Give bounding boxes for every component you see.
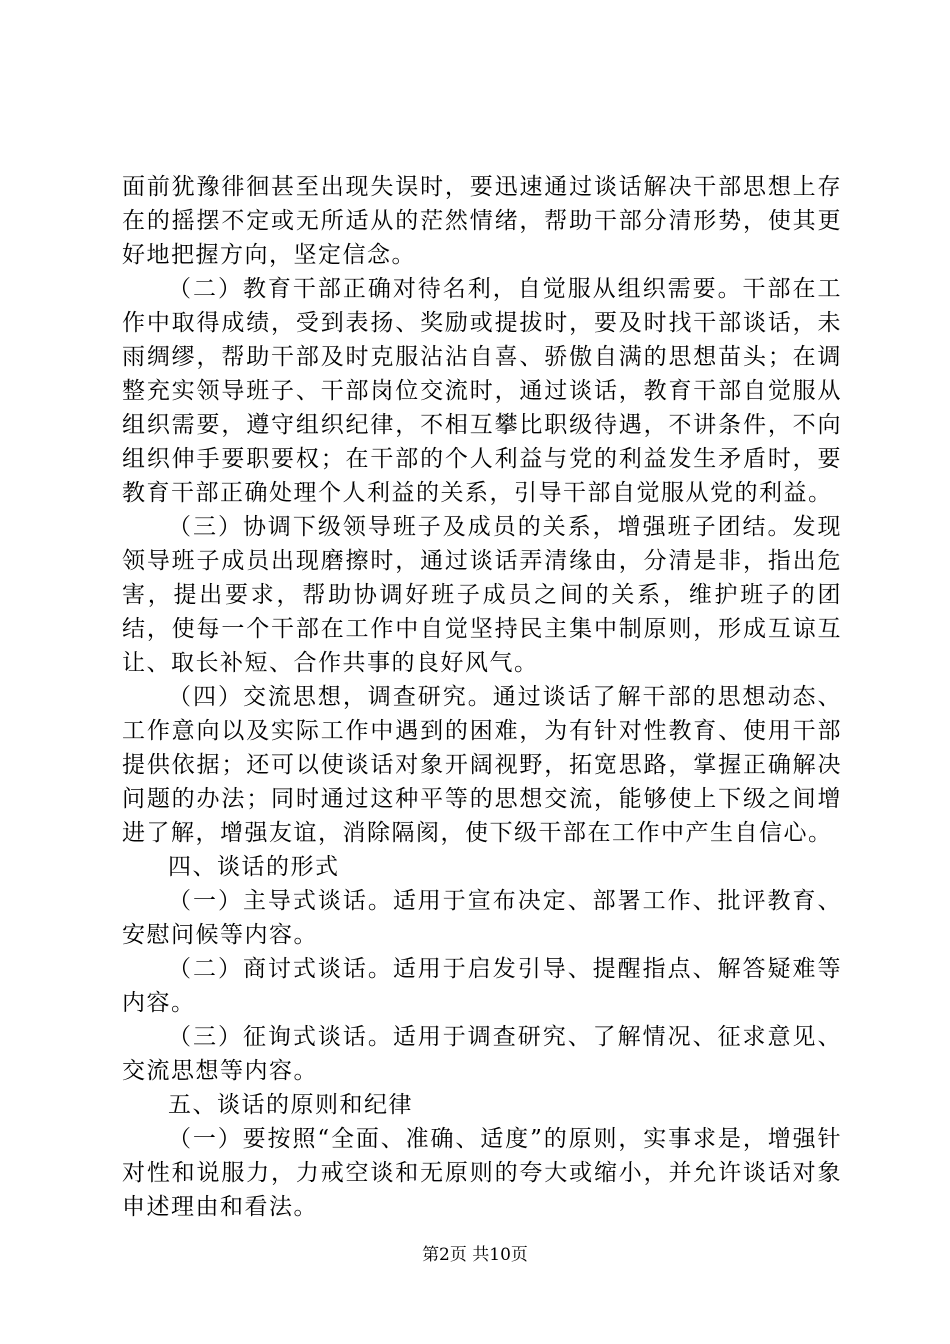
section-heading-principles: 五、谈话的原则和纪律 (168, 1092, 413, 1118)
paragraph-form-2: （二）商讨式谈话。适用于启发引导、提醒指点、解答疑难等内容。 (122, 956, 842, 1016)
page-number-footer: 第2页 共10页 (422, 1245, 528, 1265)
section-heading-forms: 四、谈话的形式 (168, 854, 340, 880)
paragraph-item-4: （四）交流思想，调查研究。通过谈话了解干部的思想动态、工作意向以及实际工作中遇到的困难，为有针对性教育、使用干部提供依据；还可以使谈话对象开阔视野，拓宽思路，掌握正确解决问题的办法；同时通过这种平等的思想交流，能够使上下级之间增进了解，增强友谊，消除隔阂，使下级干部在工作中产生自信心。 (122, 684, 842, 846)
paragraph-continuation: 面前犹豫徘徊甚至出现失误时，要迅速通过谈话解决干部思想上存在的摇摆不定或无所适从的茫然情绪，帮助干部分清形势，使其更好地把握方向，坚定信念。 (122, 174, 842, 268)
paragraph-item-2: （二）教育干部正确对待名利，自觉服从组织需要。干部在工作中取得成绩，受到表扬、奖励或提拔时，要及时找干部谈话，未雨绸缪，帮助干部及时克服沾沾自喜、骄傲自满的思想苗头；在调整充实领导班子、干部岗位交流时，通过谈话，教育干部自觉服从组织需要，遵守组织纪律，不相互攀比职级待遇，不讲条件，不向组织伸手要职要权；在干部的个人利益与党的利益发生矛盾时，要教育干部正确处理个人利益的关系，引导干部自觉服从党的利益。 (122, 276, 842, 506)
paragraph-principle-1: （一）要按照“全面、准确、适度”的原则，实事求是，增强针对性和说服力，力戒空谈和无原则的夸大或缩小，并允许谈话对象申述理由和看法。 (122, 1126, 842, 1220)
paragraph-item-3: （三）协调下级领导班子及成员的关系，增强班子团结。发现领导班子成员出现磨擦时，通过谈话弄清缘由，分清是非，指出危害，提出要求，帮助协调好班子成员之间的关系，维护班子的团结，使每一个干部在工作中自觉坚持民主集中制原则，形成互谅互让、取长补短、合作共事的良好风气。 (122, 514, 842, 676)
paragraph-form-3: （三）征询式谈话。适用于调查研究、了解情况、征求意见、交流思想等内容。 (122, 1024, 842, 1084)
paragraph-form-1: （一）主导式谈话。适用于宣布决定、部署工作、批评教育、安慰问候等内容。 (122, 888, 842, 948)
document-body (122, 170, 842, 1224)
